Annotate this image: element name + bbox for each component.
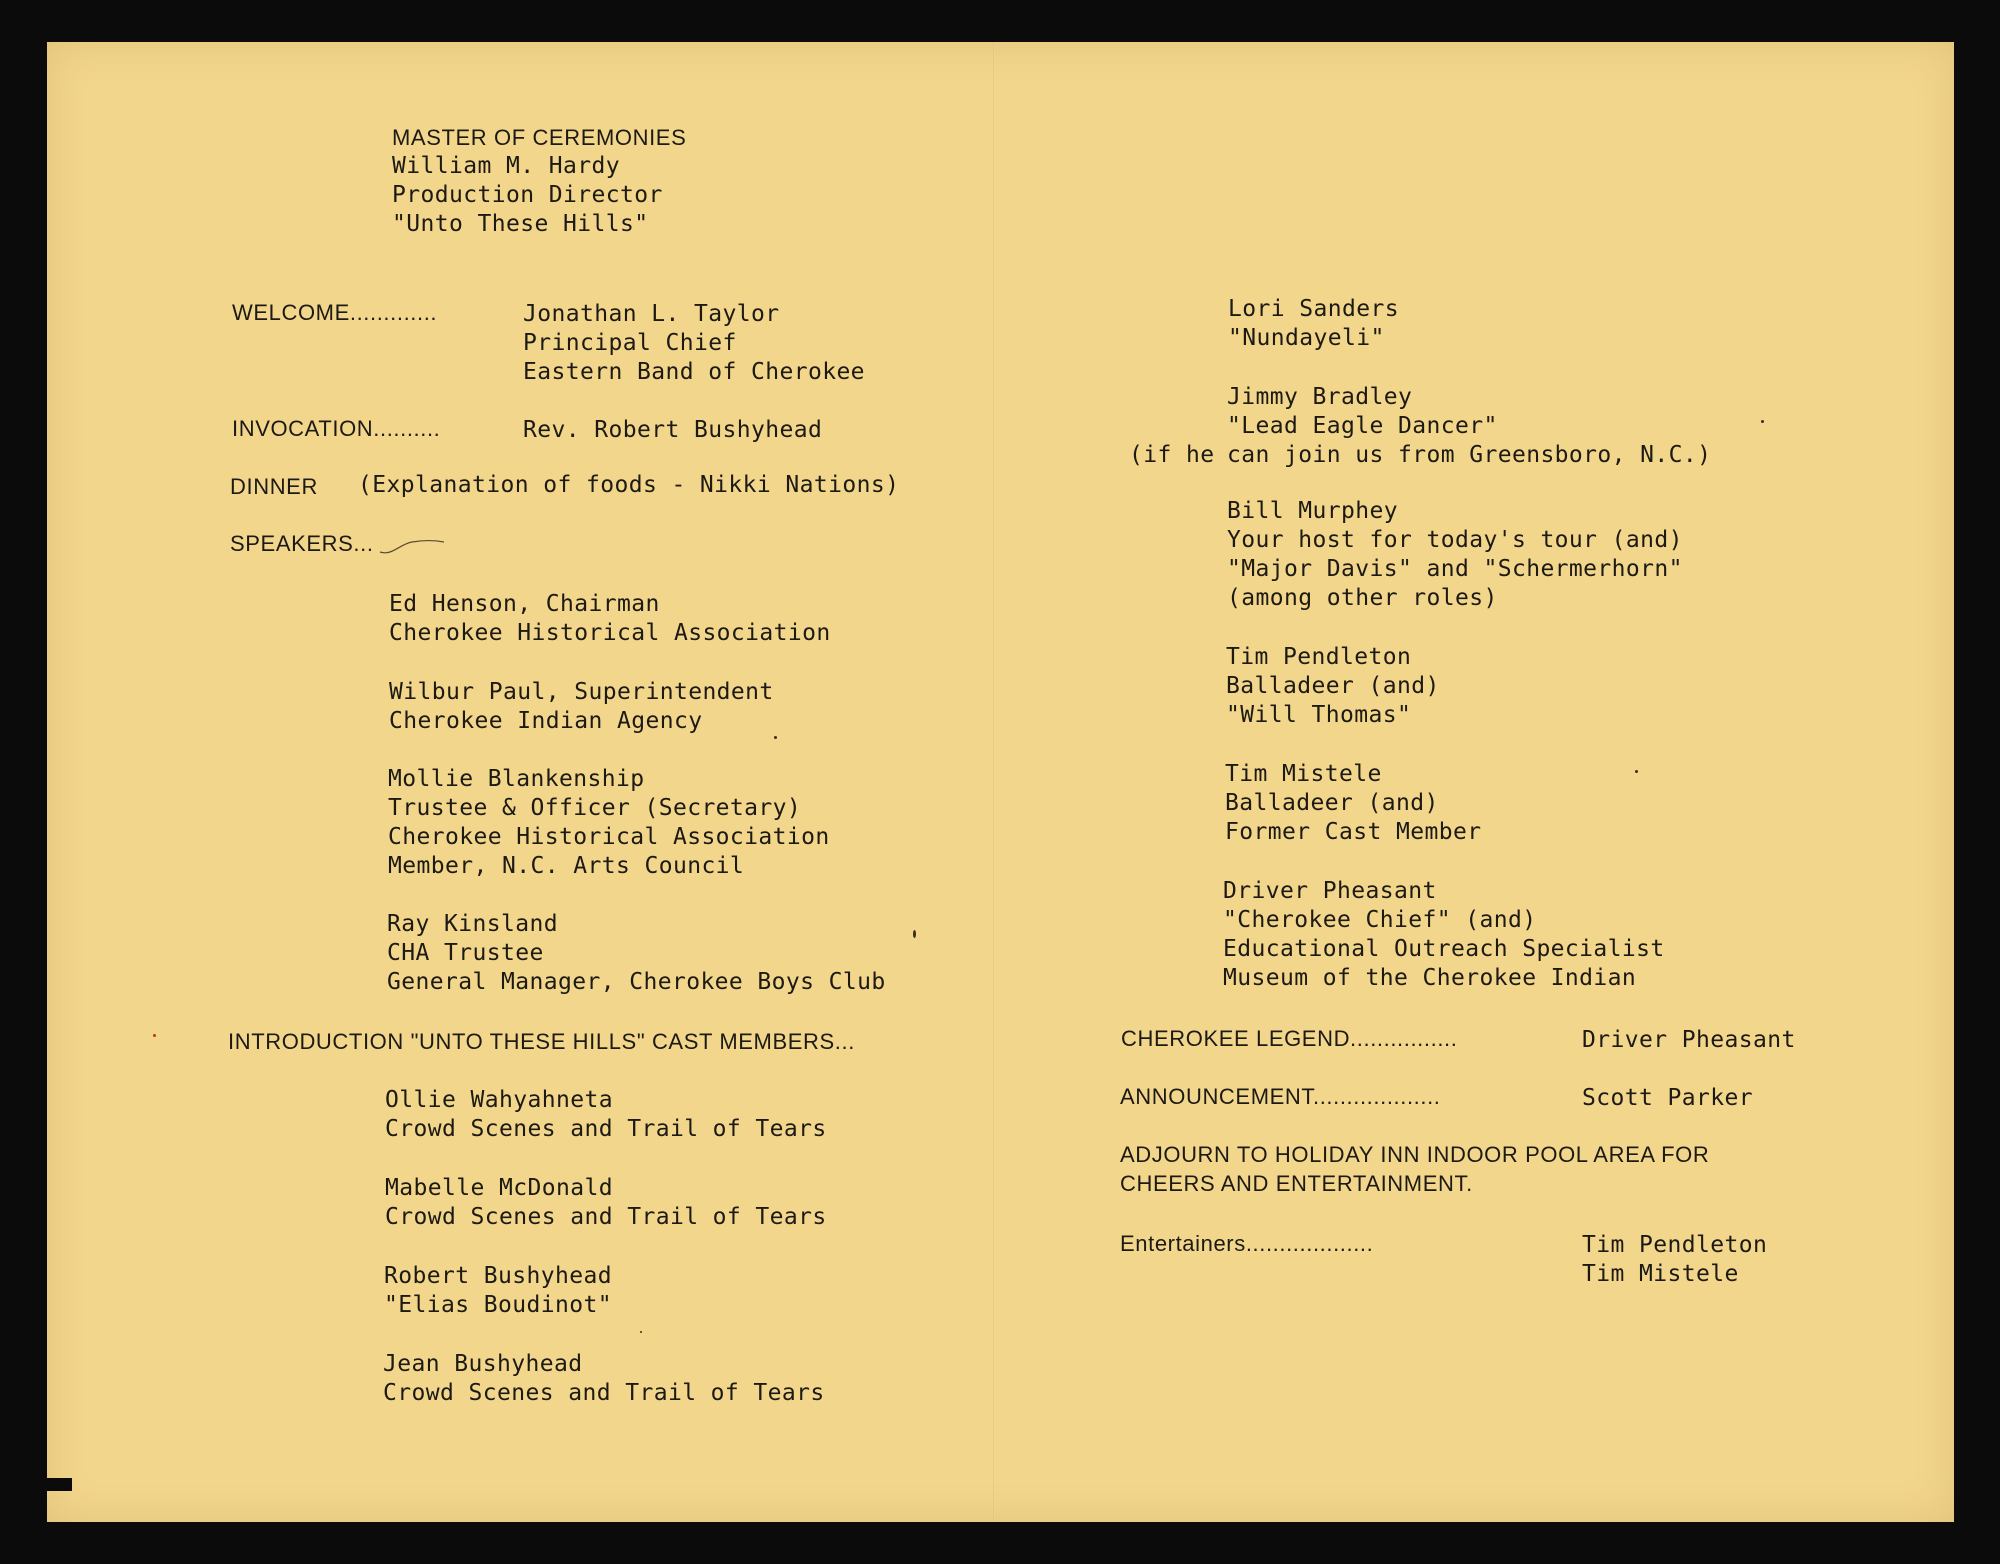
dinner-note: (Explanation of foods - Nikki Nations) bbox=[358, 472, 900, 498]
cast-role: Former Cast Member bbox=[1225, 819, 1482, 845]
cast-name: Tim Mistele bbox=[1225, 761, 1382, 787]
speaker-affiliation: Cherokee Historical Association bbox=[389, 620, 831, 646]
paper-speck bbox=[153, 1034, 156, 1037]
cast-member bbox=[1227, 497, 1683, 613]
cast-member bbox=[1223, 877, 1665, 993]
cast-name: Driver Pheasant bbox=[1223, 878, 1437, 904]
speaker-affiliation: General Manager, Cherokee Boys Club bbox=[387, 969, 886, 995]
cast-role: Balladeer (and) bbox=[1226, 673, 1440, 699]
legend-name: Driver Pheasant bbox=[1582, 1027, 1796, 1053]
cast-member bbox=[383, 1350, 825, 1408]
speaker-affiliation: Cherokee Historical Association bbox=[388, 824, 830, 850]
cast-name: Robert Bushyhead bbox=[384, 1263, 612, 1289]
speaker-item bbox=[389, 678, 774, 736]
master-show: "Unto These Hills" bbox=[392, 211, 649, 237]
dinner-label: DINNER bbox=[230, 474, 318, 499]
cast-member bbox=[385, 1086, 827, 1144]
cast-name: Bill Murphey bbox=[1227, 498, 1398, 524]
paper-speck bbox=[1635, 770, 1638, 773]
speaker-name: Mollie Blankenship bbox=[388, 766, 645, 792]
cast-name: Jean Bushyhead bbox=[383, 1351, 583, 1377]
cast-role: "Nundayeli" bbox=[1228, 325, 1385, 351]
cast-note: (among other roles) bbox=[1227, 585, 1498, 611]
edge-marker bbox=[12, 1478, 72, 1491]
cast-role: Museum of the Cherokee Indian bbox=[1223, 965, 1637, 991]
cast-role: Crowd Scenes and Trail of Tears bbox=[385, 1116, 827, 1142]
master-heading: MASTER OF CEREMONIES bbox=[392, 125, 687, 150]
cast-role: "Major Davis" and "Schermerhorn" bbox=[1227, 556, 1683, 582]
cast-member bbox=[1228, 295, 1399, 353]
cast-role: "Will Thomas" bbox=[1226, 702, 1412, 728]
cast-role: "Lead Eagle Dancer" bbox=[1227, 413, 1498, 439]
cast-role: Balladeer (and) bbox=[1225, 790, 1439, 816]
welcome-name: Jonathan L. Taylor bbox=[523, 301, 780, 327]
cast-note-prefix: (if he bbox=[1129, 442, 1215, 468]
paper-speck bbox=[1761, 420, 1764, 423]
master-title: Production Director bbox=[392, 182, 663, 208]
cast-name: Ollie Wahyahneta bbox=[385, 1087, 613, 1113]
introduction-label: INTRODUCTION "UNTO THESE HILLS" CAST MEMBERS... bbox=[228, 1029, 855, 1054]
cast-role: Crowd Scenes and Trail of Tears bbox=[383, 1380, 825, 1406]
speaker-role: Trustee & Officer (Secretary) bbox=[388, 795, 802, 821]
cast-role: Crowd Scenes and Trail of Tears bbox=[385, 1204, 827, 1230]
cast-member bbox=[1226, 643, 1440, 730]
speaker-name: Wilbur Paul, Superintendent bbox=[389, 679, 774, 705]
invocation-name: Rev. Robert Bushyhead bbox=[523, 417, 823, 443]
welcome-block bbox=[523, 300, 865, 387]
speaker-name: Ray Kinsland bbox=[387, 911, 558, 937]
speaker-item bbox=[387, 910, 886, 997]
cast-role: "Elias Boudinot" bbox=[384, 1292, 612, 1318]
entertainers-names bbox=[1582, 1231, 1767, 1289]
paper-speck bbox=[640, 1331, 642, 1333]
welcome-title-1: Principal Chief bbox=[523, 330, 737, 356]
cast-member bbox=[1225, 760, 1481, 847]
entertainer-name: Tim Pendleton bbox=[1582, 1232, 1768, 1258]
speaker-item bbox=[389, 590, 831, 648]
cast-name: Tim Pendleton bbox=[1226, 644, 1412, 670]
adjourn-line-1: ADJOURN TO HOLIDAY INN INDOOR POOL AREA FOR bbox=[1120, 1142, 1710, 1167]
announcement-name: Scott Parker bbox=[1582, 1085, 1753, 1111]
cast-member bbox=[385, 1174, 827, 1232]
announcement-label: ANNOUNCEMENT................... bbox=[1120, 1084, 1441, 1109]
welcome-title-2: Eastern Band of Cherokee bbox=[523, 359, 865, 385]
adjourn-line-2: CHEERS AND ENTERTAINMENT. bbox=[1120, 1171, 1473, 1196]
cast-name: Jimmy Bradley bbox=[1227, 384, 1413, 410]
entertainers-label: Entertainers................... bbox=[1120, 1231, 1374, 1256]
cast-role: "Cherokee Chief" (and) bbox=[1223, 907, 1537, 933]
center-fold bbox=[993, 42, 995, 1522]
welcome-label: WELCOME............. bbox=[232, 300, 438, 325]
speaker-item bbox=[388, 765, 830, 881]
speaker-name: Ed Henson, Chairman bbox=[389, 591, 660, 617]
cast-name: Lori Sanders bbox=[1228, 296, 1399, 322]
entertainer-name: Tim Mistele bbox=[1582, 1261, 1739, 1287]
cast-member bbox=[1227, 383, 1711, 470]
paper-speck bbox=[774, 736, 777, 739]
cast-note: can join us from Greensboro, N.C.) bbox=[1227, 442, 1712, 468]
speakers-label: SPEAKERS... bbox=[230, 531, 374, 556]
invocation-label: INVOCATION.......... bbox=[232, 416, 441, 441]
cast-role: Your host for today's tour (and) bbox=[1227, 527, 1683, 553]
pen-mark bbox=[378, 530, 448, 560]
speaker-role: CHA Trustee bbox=[387, 940, 544, 966]
program-sheet bbox=[47, 42, 1954, 1522]
cast-member bbox=[384, 1262, 612, 1320]
speaker-affiliation: Cherokee Indian Agency bbox=[389, 708, 703, 734]
adjourn-block bbox=[1120, 1140, 1709, 1198]
paper-speck bbox=[913, 930, 916, 938]
cast-name: Mabelle McDonald bbox=[385, 1175, 613, 1201]
legend-label: CHEROKEE LEGEND................ bbox=[1121, 1026, 1458, 1051]
master-of-ceremonies-block bbox=[392, 123, 686, 239]
master-name: William M. Hardy bbox=[392, 153, 620, 179]
cast-role: Educational Outreach Specialist bbox=[1223, 936, 1665, 962]
speaker-membership: Member, N.C. Arts Council bbox=[388, 853, 745, 879]
